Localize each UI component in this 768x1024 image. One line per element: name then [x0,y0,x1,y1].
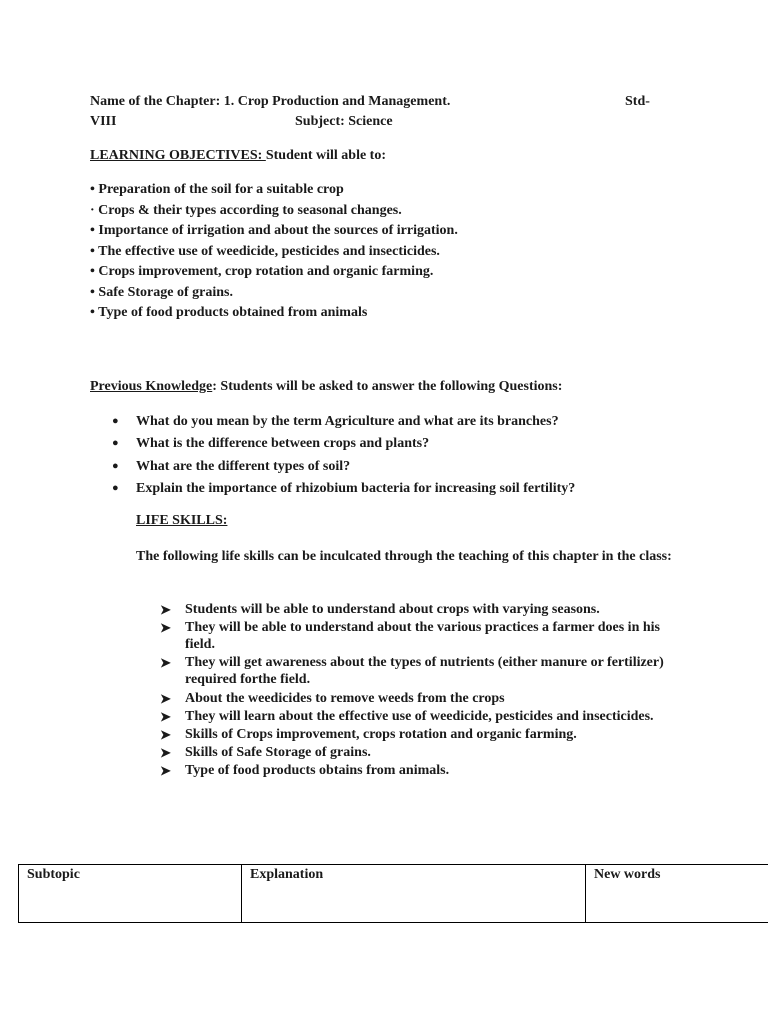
table-header-row [19,865,768,923]
objective-item: • Preparation of the soil for a suitable crop [90,182,344,197]
skill-item [160,601,680,618]
arrow-bullet-icon: ➤ [160,708,171,724]
arrow-bullet-icon: ➤ [160,745,171,761]
bullet-icon: ● [112,415,119,427]
chapter-header [90,94,660,110]
skill-item [160,708,680,725]
previous-knowledge-heading [90,379,562,395]
arrow-bullet-icon: ➤ [160,690,171,706]
objective-item: • Importance of irrigation and about the sources of irrigation. [90,223,458,238]
question-text: What is the difference between crops and plants? [136,436,430,452]
arrow-bullet-icon: ➤ [160,620,171,636]
objective-item: • Crops improvement, crop rotation and organic farming. [90,264,434,279]
skill-text: Type of food products obtains from animals. [185,763,450,779]
learning-objectives-title: LEARNING OBJECTIVES: [90,148,266,163]
skill-item [160,654,680,688]
skill-text: Students will be able to understand about crops with varying seasons. [185,602,600,617]
question-text: Explain the importance of rhizobium bacteria for increasing soil fertility? [136,480,576,496]
skill-item [160,744,680,761]
question-text: What are the different types of soil? [136,458,351,474]
objective-item: · Crops & their types according to seasonal changes. [90,202,402,218]
chapter-title: Name of the Chapter: 1. Crop Production and Management. [90,94,451,109]
arrow-bullet-icon: ➤ [160,763,171,779]
objective-item: • Safe Storage of grains. [90,284,233,300]
skill-text: They will be able to understand about the various practices a farmer does in his field. [185,620,660,653]
header-new-words: New words [586,865,768,923]
objective-item: • The effective use of weedicide, pesticides and insecticides. [90,243,440,259]
bullet-icon: ● [112,437,119,450]
subject-label: Subject: Science [295,114,393,129]
header-explanation: Explanation [242,865,586,923]
learning-objectives-list [90,181,458,325]
life-skills-heading: LIFE SKILLS: [136,513,228,528]
question-list [112,413,575,502]
subtopic-table [18,864,768,923]
objective-item: • Type of food products obtained from animals [90,305,368,320]
std-value: VIII [90,114,117,129]
previous-knowledge-intro: : Students will be asked to answer the following Questions: [212,379,563,394]
question-item [112,458,575,480]
learning-objectives-intro: Student will able to: [265,148,387,163]
skill-item [160,762,680,779]
learning-objectives-heading [90,148,386,164]
arrow-bullet-icon: ➤ [160,655,171,671]
skill-text: Skills of Safe Storage of grains. [185,745,371,761]
header-subtopic: Subtopic [19,865,242,923]
skill-text: They will learn about the effective use of weedicide, pesticides and insecticides. [185,708,654,724]
question-item [112,413,575,435]
previous-knowledge-title: Previous Knowledge [90,379,213,394]
bullet-icon: ● [112,481,119,494]
skill-item [160,726,680,743]
skill-text: They will get awareness about the types of nutrients (either manure or fertilizer) required forthe field. [185,655,664,688]
chapter-subheader [90,114,660,130]
arrow-bullet-icon: ➤ [160,726,171,742]
arrow-bullet-icon: ➤ [160,602,171,617]
std-label: Std- [625,94,650,109]
skill-item [160,619,680,653]
skill-text: Skills of Crops improvement, crops rotation and organic farming. [185,726,577,742]
question-item [112,435,575,457]
life-skills-intro: The following life skills can be inculcated through the teaching of this chapter in the class: [136,549,672,564]
question-text: What do you mean by the term Agriculture and what are its branches? [136,414,559,429]
bullet-icon: ● [112,459,119,472]
question-item [112,480,575,502]
skill-text: About the weedicides to remove weeds from the crops [185,690,505,706]
skill-item [160,690,680,707]
life-skills-list [160,601,680,781]
